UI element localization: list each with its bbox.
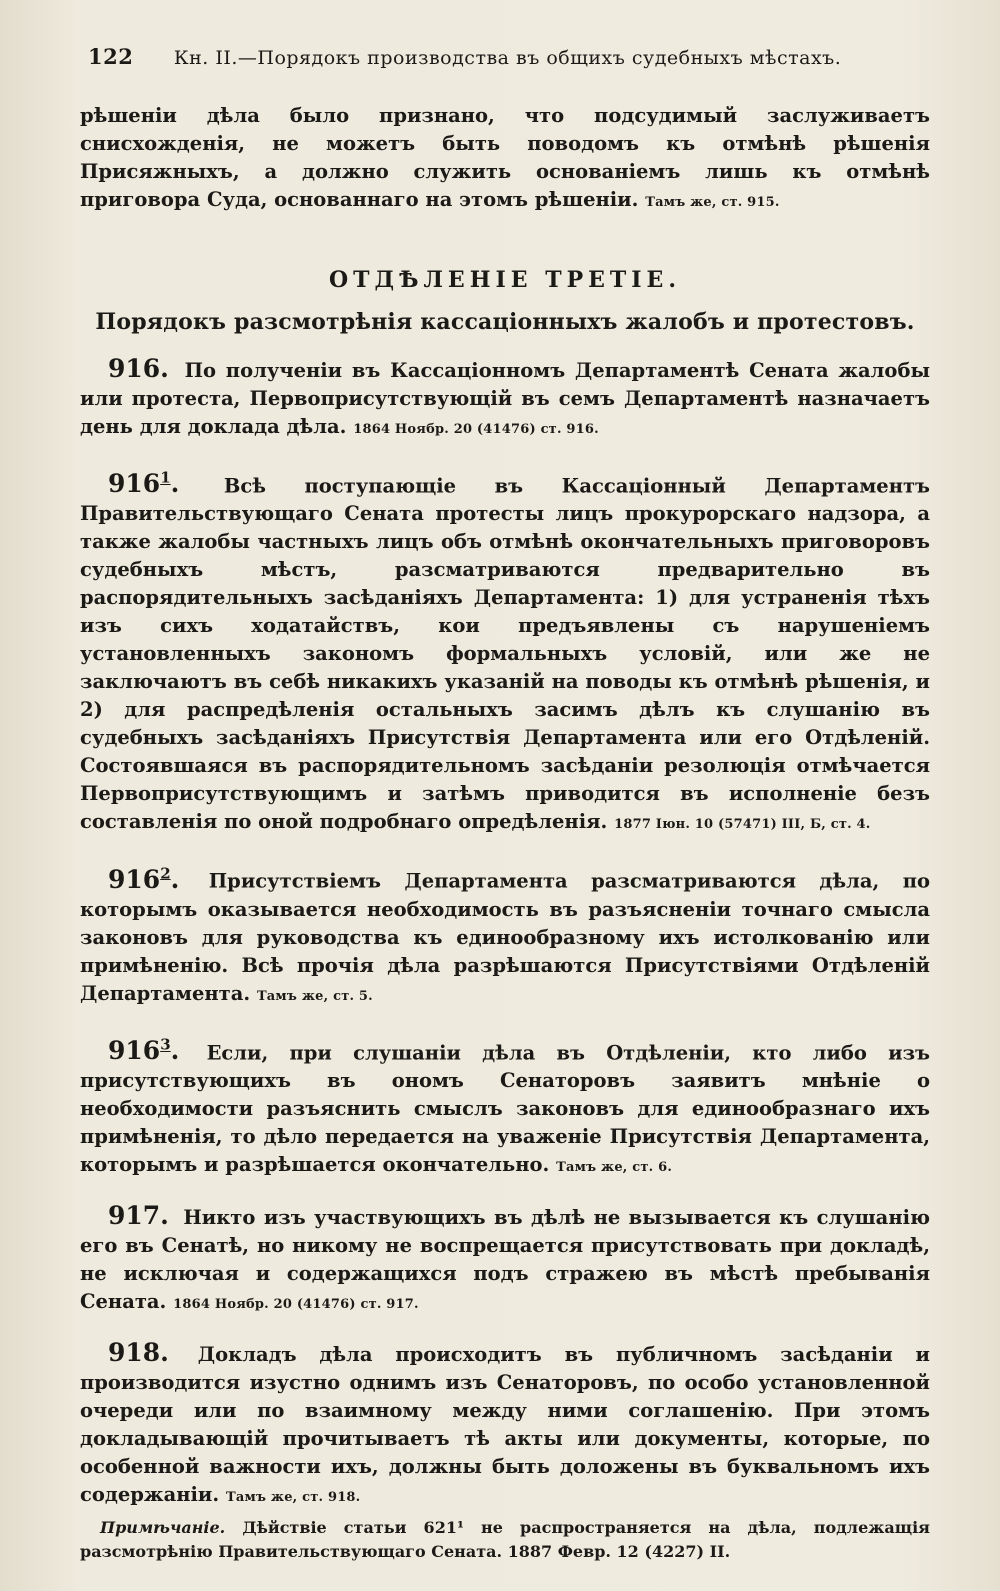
running-header xyxy=(88,44,928,69)
note-text: Дѣйствіе статьи 621¹ не распространяется на дѣла, подлежащія разсмотрѣнію Правительствующаго Сената. 1887 Февр. 12 (4227) II. xyxy=(80,1517,930,1561)
article-text: Если, при слушаніи дѣла въ Отдѣленіи, кто либо изъ присутствующихъ въ ономъ Сенаторовъ заявитъ мнѣніе о необходимости разъяснить смыслъ законовъ для единообразнаго ихъ примѣненія, то дѣло передается на уваженіе Присутствія Департамента, которымъ и разрѣшается окончательно. xyxy=(80,1040,930,1176)
article-916-2 xyxy=(80,859,930,1010)
article-text: Никто изъ участвующихъ въ дѣлѣ не вызывается къ слушанію его въ Сенатѣ, но никому не воспрещается присутствовать при докладѣ, не исключая и содержащихся подъ стражею въ мѣстѣ пребыванія Сената. xyxy=(80,1205,930,1313)
source-reference: Тамъ же, ст. 5. xyxy=(256,988,373,1004)
footnote xyxy=(80,1516,930,1564)
article-text: Докладъ дѣла происходитъ въ публичномъ засѣданіи и производится изустно однимъ изъ Сенаторовъ, по особо установленной очереди или по взаимному между ними соглашенію. При этомъ докладывающій прочитываетъ тѣ акты или документы, которые, по особенной важности ихъ, должны быть доложены въ буквальномъ ихъ содержаніи. xyxy=(80,1342,931,1506)
section-subtitle: Порядокъ разсмотрѣнія кассаціонныхъ жалобъ и протестовъ. xyxy=(95,309,915,335)
note-label: Примѣчаніе. xyxy=(100,1517,226,1537)
section-title: ОТДѢЛЕНІЕ ТРЕТІЕ. xyxy=(329,267,681,293)
article-number: $916^1$. xyxy=(108,469,180,499)
article-text: По полученіи въ Кассаціонномъ Департаментѣ Сената жалобы или протеста, Первоприсутствующій въ семъ Департаментѣ назначаетъ день для доклада дѣла. xyxy=(80,359,930,438)
article-918 xyxy=(80,1339,930,1512)
source-reference: Тамъ же, ст. 915. xyxy=(645,195,780,210)
article-text: Присутствіемъ Департамента разсматриваются дѣла, по которымъ оказывается необходимость въ разъясненіи точнаго смысла законовъ для руководства къ единообразному ихъ истолкованію или примѣненію. Всѣ прочія дѣла разрѣшаются Присутствіями Отдѣленій Департамента. xyxy=(80,869,930,1005)
article-number: $916^3$. xyxy=(108,1035,180,1065)
continuation-paragraph xyxy=(80,102,930,217)
page-body xyxy=(80,102,930,1564)
source-reference: 1864 Ноябр. 20 (41476) ст. 917. xyxy=(173,1296,419,1312)
article-number: 917. xyxy=(108,1200,169,1230)
source-reference: Тамъ же, ст. 918. xyxy=(225,1489,361,1505)
page-number: 122 xyxy=(88,44,134,69)
article-number: $916^2$. xyxy=(108,864,180,894)
article-text: Всѣ поступающіе въ Кассаціонный Департаментъ Правительствующаго Сената протесты лицъ прокурорскаго надзора, а также жалобы частныхъ лицъ объ отмѣнѣ окончательныхъ приговоровъ судебныхъ мѣстъ, разсматриваются предварительно въ распорядительныхъ засѣданіяхъ Департамента: 1) для устраненія тѣхъ изъ сихъ ходатайствъ, кои предъявлены съ нарушеніемъ установленныхъ закономъ формальныхъ условій, или же не заключаютъ въ себѣ никакихъ указаній на поводы къ отмѣнѣ рѣшенія, и 2) для распредѣленія остальныхъ засимъ дѣлъ къ слушанію въ судебныхъ засѣданіяхъ Присутствія Департамента или его Отдѣленій. Состоявшаяся въ распорядительномъ засѣданіи резолюція отмѣчается Первоприсутствующимъ и затѣмъ приводится въ исполненіе безъ составленія по оной подробнаго опредѣленія. xyxy=(80,474,931,834)
article-917 xyxy=(80,1202,930,1319)
source-reference: 1864 Ноябр. 20 (41476) ст. 916. xyxy=(353,422,599,437)
source-reference: Тамъ же, ст. 6. xyxy=(556,1159,673,1175)
article-number: 918. xyxy=(108,1337,169,1367)
article-916-1 xyxy=(80,464,930,839)
article-number: 916. xyxy=(108,354,169,383)
source-reference: 1877 Іюн. 10 (57471) III, Б, ст. 4. xyxy=(614,817,871,833)
article-916-3 xyxy=(80,1031,930,1182)
header-title: Кн. II.—Порядокъ производства въ общихъ судебныхъ мѣстахъ. xyxy=(173,47,842,69)
paragraph-text: рѣшеніи дѣла было признано, что подсудимый заслуживаетъ снисхожденія, не можетъ быть поводомъ къ отмѣнѣ рѣшенія Присяжныхъ, а должно служить основаніемъ лишь къ отмѣнѣ приговора Суда, основаннаго на этомъ рѣшеніи. xyxy=(80,104,930,211)
article-916 xyxy=(80,355,930,444)
